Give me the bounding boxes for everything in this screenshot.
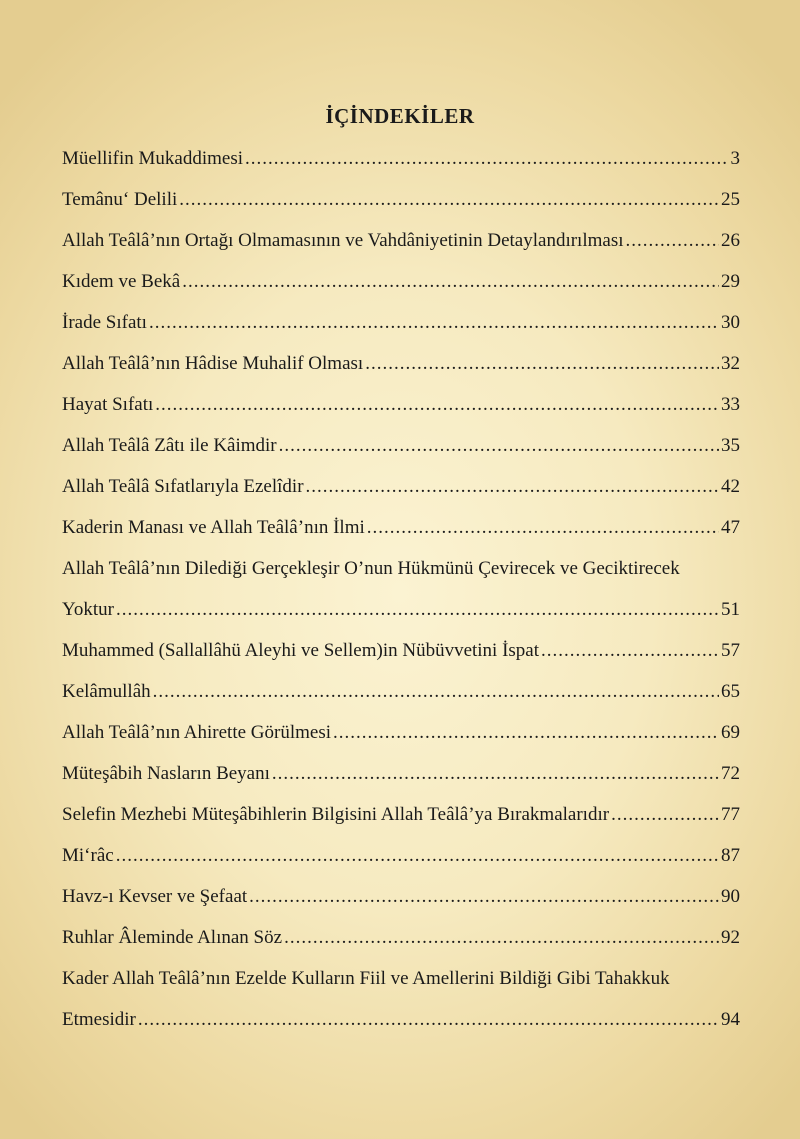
toc-entry[interactable]	[62, 722, 740, 763]
toc-entry-label: Selefin Mezhebi Müteşâbihlerin Bilgisini Allah Teâlâ’ya Bırakmalarıdır	[62, 804, 610, 825]
toc-entry-page: 90	[721, 886, 740, 907]
toc-leader-dots	[155, 394, 719, 416]
toc-entry-label: Allah Teâlâ’nın Hâdise Muhalif Olması	[62, 353, 364, 374]
toc-entry-label: Kelâmullâh	[62, 681, 151, 702]
toc-leader-dots	[611, 804, 719, 826]
toc-entry-page: 26	[721, 230, 740, 251]
toc-entry[interactable]	[62, 312, 740, 353]
toc-leader-dots	[626, 230, 720, 252]
toc-entry-label-line1[interactable]: Allah Teâlâ’nın Dilediği Gerçekleşir O’nun Hükmünü Çevirecek ve Geciktirecek	[62, 558, 680, 579]
toc-entry[interactable]	[62, 148, 740, 189]
toc-entry-page: 32	[721, 353, 740, 374]
toc-entry-label: Allah Teâlâ Sıfatlarıyla Ezelîdir	[62, 476, 304, 497]
toc-entry-page: 42	[721, 476, 740, 497]
toc-leader-dots	[249, 886, 719, 908]
toc-entry-page: 77	[721, 804, 740, 825]
toc-entry-page: 57	[721, 640, 740, 661]
toc-leader-dots	[153, 681, 719, 703]
toc-entry[interactable]	[62, 271, 740, 312]
toc-entry-page: 65	[721, 681, 740, 702]
toc-leader-dots	[272, 763, 719, 785]
toc-leader-dots	[182, 271, 719, 293]
table-of-contents	[62, 148, 740, 1050]
toc-entry-label: Müellifin Mukaddimesi	[62, 148, 244, 169]
toc-leader-dots	[284, 927, 719, 949]
toc-entry-page: 33	[721, 394, 740, 415]
toc-leader-dots	[245, 148, 728, 170]
toc-entry-page: 87	[721, 845, 740, 866]
toc-entry-label: Allah Teâlâ’nın Ortağı Olmamasının ve Vahdâniyetinin Detaylandırılması	[62, 230, 624, 251]
toc-entry[interactable]	[62, 394, 740, 435]
toc-entry-label: Yoktur	[62, 599, 114, 620]
toc-leader-dots	[306, 476, 719, 498]
toc-entry-label-line1[interactable]: Kader Allah Teâlâ’nın Ezelde Kulların Fiil ve Amellerini Bildiği Gibi Tahakkuk	[62, 968, 670, 989]
toc-leader-dots	[179, 189, 719, 211]
toc-entry-page: 30	[721, 312, 740, 333]
toc-entry-label: Ruhlar Âleminde Alınan Söz	[62, 927, 283, 948]
toc-entry[interactable]	[62, 517, 740, 558]
toc-entry[interactable]	[62, 886, 740, 927]
toc-entry-label: Kıdem ve Bekâ	[62, 271, 181, 292]
toc-entry[interactable]	[62, 353, 740, 394]
page-title: İÇİNDEKİLER	[325, 104, 475, 128]
toc-entry-label: Hayat Sıfatı	[62, 394, 154, 415]
toc-entry[interactable]	[62, 804, 740, 845]
toc-entry[interactable]	[62, 763, 740, 804]
toc-entry-page: 29	[721, 271, 740, 292]
toc-leader-dots	[116, 599, 719, 621]
toc-entry[interactable]	[62, 476, 740, 517]
toc-entry-label: Etmesidir	[62, 1009, 136, 1030]
toc-leader-dots	[116, 845, 719, 867]
toc-entry-page: 92	[721, 927, 740, 948]
toc-leader-dots	[365, 353, 719, 375]
toc-entry-label: Kaderin Manası ve Allah Teâlâ’nın İlmi	[62, 517, 365, 538]
toc-entry[interactable]	[62, 1009, 740, 1050]
toc-entry[interactable]	[62, 681, 740, 722]
toc-entry-label: Mi‘râc	[62, 845, 114, 866]
toc-entry-label: Muhammed (Sallallâhü Aleyhi ve Sellem)in Nübüvvetini İspat	[62, 640, 540, 661]
toc-entry[interactable]	[62, 927, 740, 968]
toc-entry-page: 3	[730, 148, 740, 169]
toc-entry[interactable]	[62, 435, 740, 476]
toc-entry-page: 25	[721, 189, 740, 210]
toc-leader-dots	[138, 1009, 719, 1031]
toc-leader-dots	[541, 640, 719, 662]
toc-entry-page: 72	[721, 763, 740, 784]
toc-entry[interactable]	[62, 599, 740, 640]
toc-leader-dots	[149, 312, 719, 334]
toc-entry-page: 51	[721, 599, 740, 620]
toc-entry-page: 47	[721, 517, 740, 538]
toc-entry[interactable]	[62, 189, 740, 230]
toc-leader-dots	[367, 517, 719, 539]
toc-entry-label: Temânu‘ Delili	[62, 189, 178, 210]
toc-entry[interactable]	[62, 845, 740, 886]
toc-entry-page: 69	[721, 722, 740, 743]
toc-leader-dots	[333, 722, 719, 744]
toc-entry-label: İrade Sıfatı	[62, 312, 147, 333]
toc-leader-dots	[279, 435, 719, 457]
toc-entry-label: Allah Teâlâ Zâtı ile Kâimdir	[62, 435, 277, 456]
toc-entry-page: 94	[721, 1009, 740, 1030]
toc-entry-label: Allah Teâlâ’nın Ahirette Görülmesi	[62, 722, 331, 743]
toc-entry[interactable]	[62, 230, 740, 271]
toc-entry-page: 35	[721, 435, 740, 456]
toc-entry-label: Müteşâbih Nasların Beyanı	[62, 763, 270, 784]
toc-entry[interactable]	[62, 640, 740, 681]
toc-entry-label: Havz-ı Kevser ve Şefaat	[62, 886, 248, 907]
